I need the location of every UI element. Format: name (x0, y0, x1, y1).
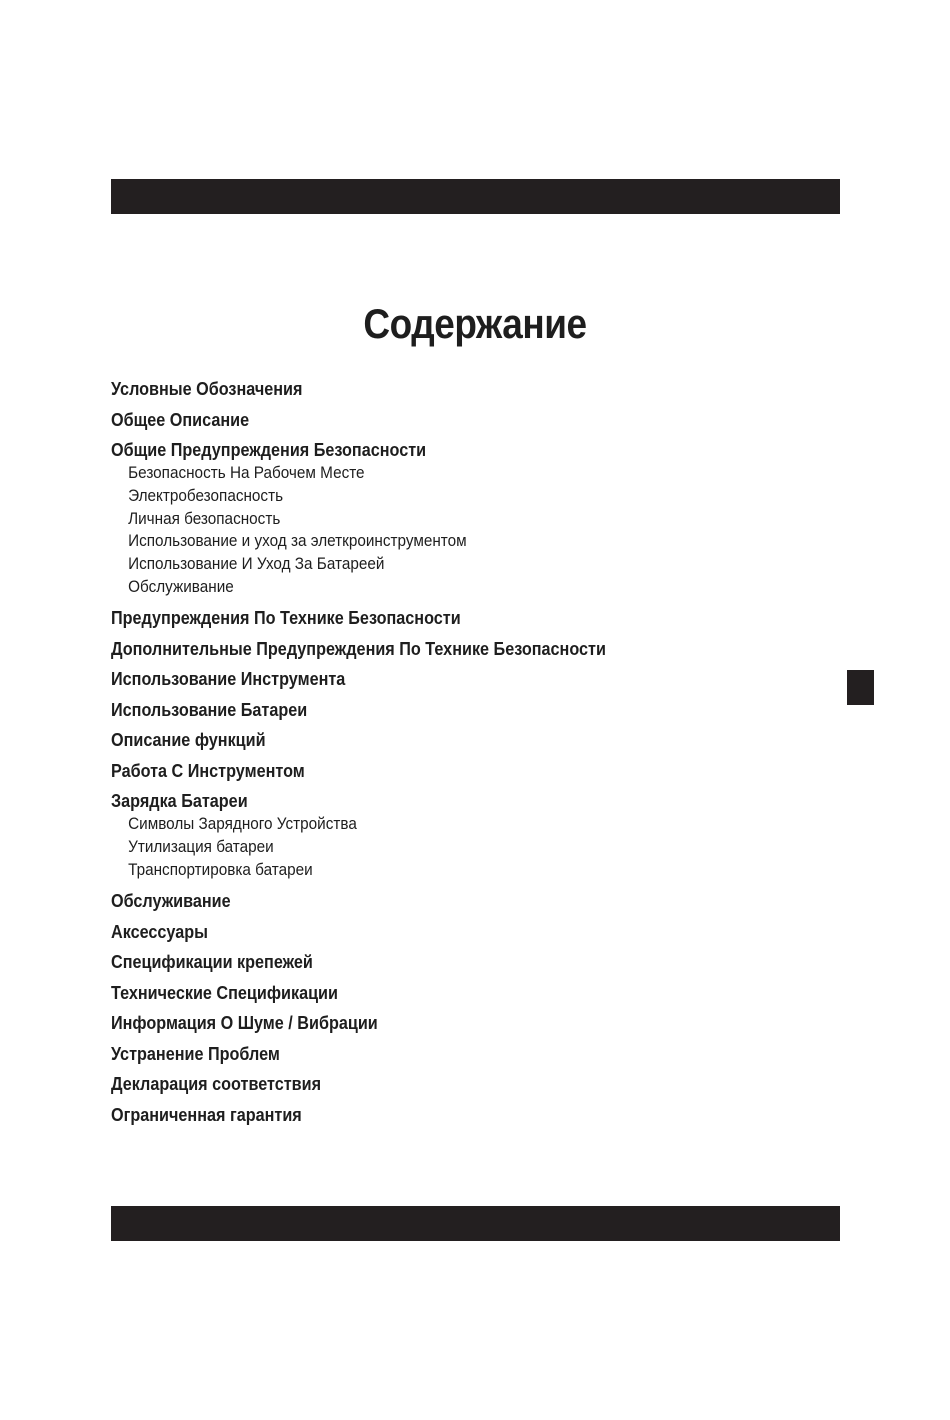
toc-entry-general-safety-warnings[interactable]: Общие Предупреждения Безопасности (111, 440, 427, 460)
toc-subentry-power-tool-use-care[interactable]: Использование и уход за элеткроинструментом (128, 531, 467, 551)
toc-subgroup-safety (111, 462, 831, 599)
toc-entry-functional-description[interactable]: Описание функций (111, 730, 266, 751)
toc-entry-limited-warranty[interactable]: Ограниченная гарантия (111, 1104, 302, 1125)
toc-entry-operation[interactable]: Работа С Инструментом (111, 760, 305, 781)
footer-bar (111, 1206, 840, 1241)
toc-subentry-battery-transport[interactable]: Транспортировка батареи (128, 859, 313, 879)
toc-entry-technical-specs[interactable]: Технические Спецификации (111, 982, 338, 1003)
toc-subentry-battery-use-care[interactable]: Использование И Уход За Батареей (128, 554, 385, 574)
toc-subgroup-charging (111, 813, 831, 881)
toc-entry-fastener-specs[interactable]: Спецификации крепежей (111, 952, 313, 973)
toc-entry-maintenance[interactable]: Обслуживание (111, 891, 231, 912)
toc-entry-noise-vibration[interactable]: Информация О Шуме / Вибрации (111, 1013, 378, 1034)
page-title: Содержание (363, 300, 587, 347)
table-of-contents (111, 378, 831, 1126)
header-bar (111, 179, 840, 214)
toc-subentry-service[interactable]: Обслуживание (128, 576, 234, 596)
toc-subentry-charger-symbols[interactable]: Символы Зарядного Устройства (128, 814, 357, 834)
toc-subentry-electrical-safety[interactable]: Электробезопасность (128, 485, 284, 505)
toc-entry-tool-usage[interactable]: Использование Инструмента (111, 669, 346, 690)
toc-entry-safety-warnings[interactable]: Предупреждения По Технике Безопасности (111, 608, 461, 629)
toc-entry-declaration-conformity[interactable]: Декларация соответствия (111, 1074, 322, 1095)
toc-entry-battery-charging[interactable]: Зарядка Батареи (111, 791, 248, 812)
toc-subentry-personal-safety[interactable]: Личная безопасность (128, 508, 281, 528)
toc-subentry-work-area-safety[interactable]: Безопасность На Рабочем Месте (128, 463, 365, 482)
toc-subentry-battery-disposal[interactable]: Утилизация батареи (128, 837, 274, 857)
toc-entry-troubleshooting[interactable]: Устранение Проблем (111, 1043, 280, 1064)
toc-entry-battery-usage[interactable]: Использование Батареи (111, 699, 308, 720)
toc-entry-accessories[interactable]: Аксессуары (111, 921, 208, 942)
toc-entry-additional-safety-warnings[interactable]: Дополнительные Предупреждения По Технике Безопасности (111, 638, 606, 659)
side-thumb-tab (847, 670, 874, 705)
toc-entry-symbols[interactable]: Условные Обозначения (111, 379, 303, 399)
toc-entry-general-description[interactable]: Общее Описание (111, 409, 250, 430)
